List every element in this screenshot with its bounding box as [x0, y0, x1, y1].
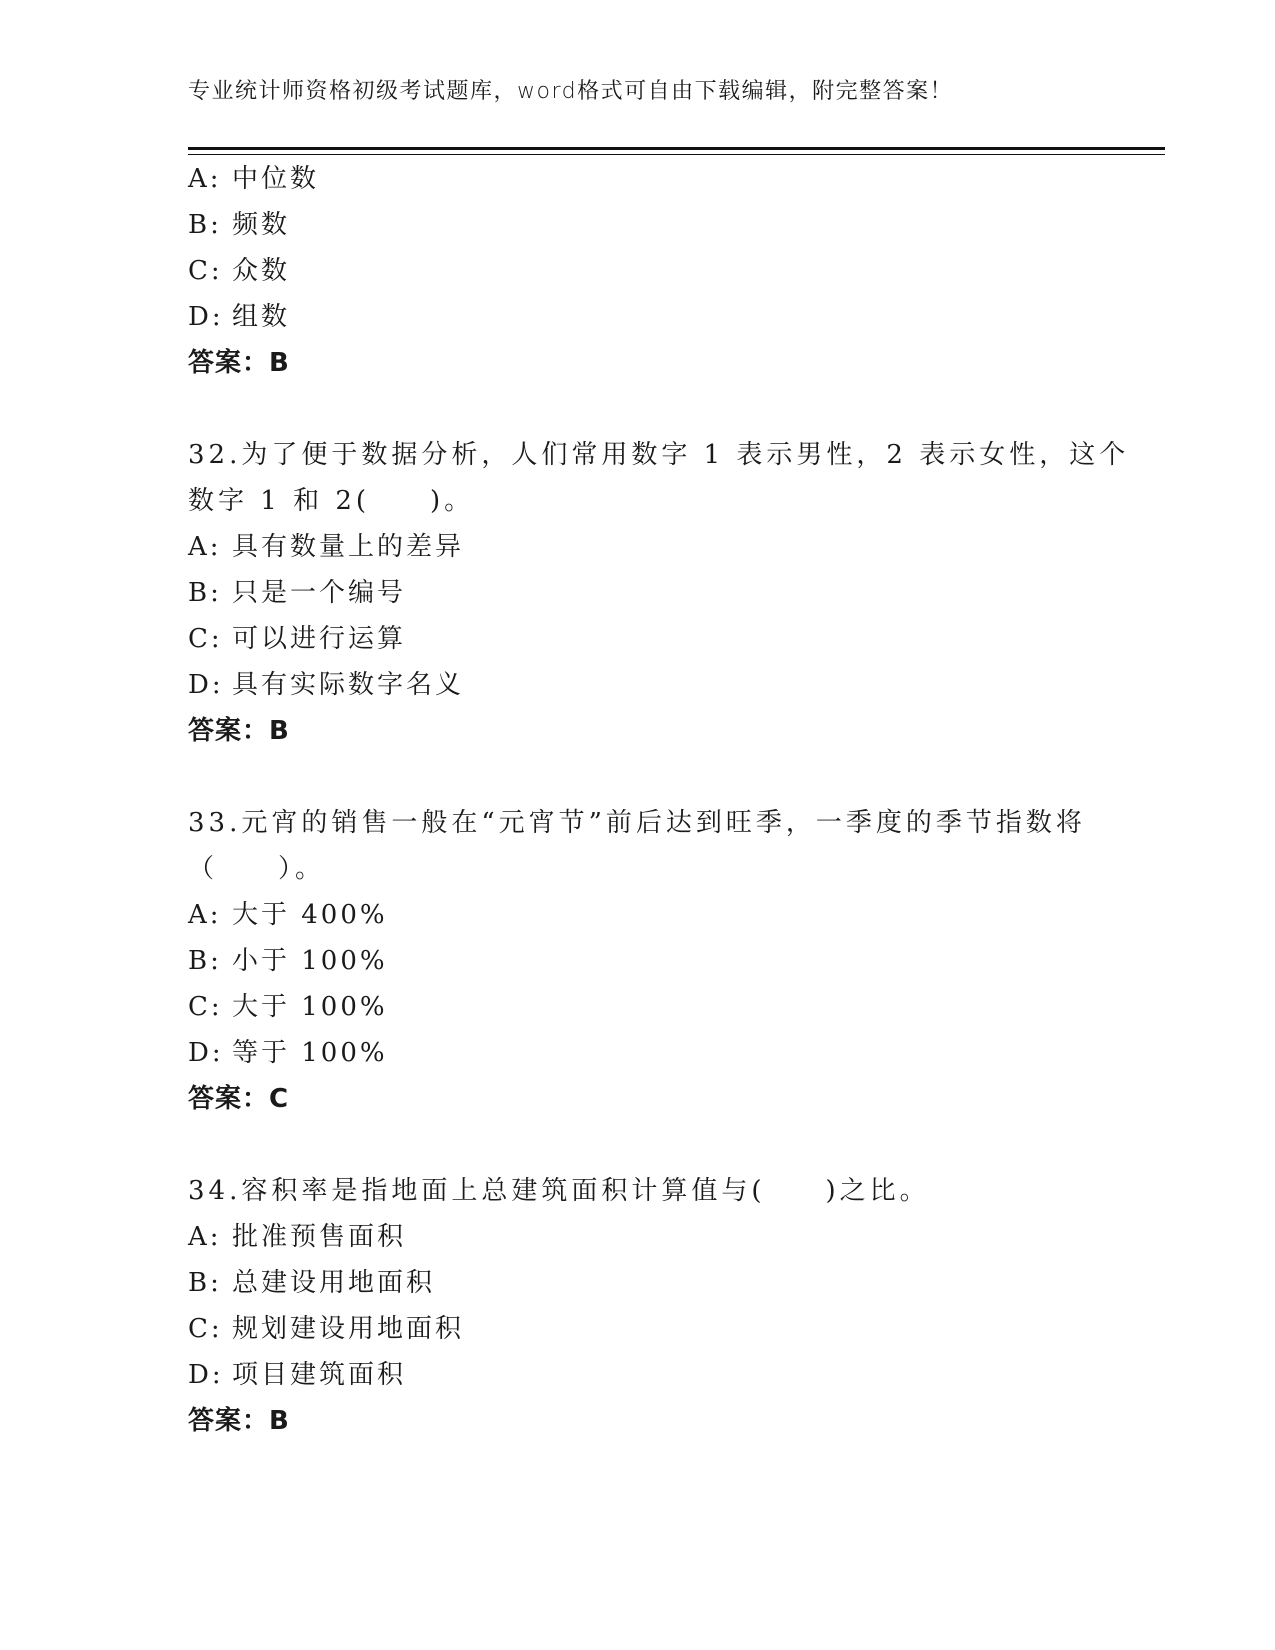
question-34: [188, 1168, 1128, 1444]
option-b: B: 只是一个编号: [188, 578, 407, 608]
header-divider: [188, 147, 1165, 155]
question-stem-continued: （ ）。: [188, 854, 326, 884]
option-c: C: 可以进行运算: [188, 624, 407, 654]
option-d: D: 等于 100%: [188, 1038, 388, 1068]
option-b: B: 小于 100%: [188, 946, 388, 976]
option-a: A: 具有数量上的差异: [188, 532, 465, 562]
option-a: A: 中位数: [188, 164, 320, 194]
answer: 答案：B: [188, 716, 290, 746]
page-header-text: 专业统计师资格初级考试题库，word格式可自由下载编辑，附完整答案！: [188, 79, 954, 104]
answer: 答案：B: [188, 1406, 290, 1436]
option-a: A: 大于 400%: [188, 900, 388, 930]
option-d: D: 具有实际数字名义: [188, 670, 465, 700]
option-c: C: 众数: [188, 256, 291, 286]
option-c: C: 规划建设用地面积: [188, 1314, 465, 1344]
option-c: C: 大于 100%: [188, 992, 388, 1022]
question-stem: 34.容积率是指地面上总建筑面积计算值与( )之比。: [188, 1176, 930, 1206]
question-stem-continued: 数字 1 和 2( )。: [188, 486, 475, 516]
question-32: [188, 432, 1128, 754]
option-d: D: 组数: [188, 302, 291, 332]
option-d: D: 项目建筑面积: [188, 1360, 407, 1390]
option-b: B: 频数: [188, 210, 291, 240]
document-body: [188, 156, 1128, 1444]
option-a: A: 批准预售面积: [188, 1222, 407, 1252]
question-stem: 33.元宵的销售一般在“元宵节”前后达到旺季，一季度的季节指数将: [188, 808, 1086, 838]
answer: 答案：C: [188, 1084, 290, 1114]
option-b: B: 总建设用地面积: [188, 1268, 436, 1298]
question-33: [188, 800, 1128, 1122]
question-stem: 32.为了便于数据分析，人们常用数字 1 表示男性，2 表示女性，这个: [188, 440, 1130, 470]
question-31-options: [188, 156, 1128, 386]
answer: 答案：B: [188, 348, 290, 378]
